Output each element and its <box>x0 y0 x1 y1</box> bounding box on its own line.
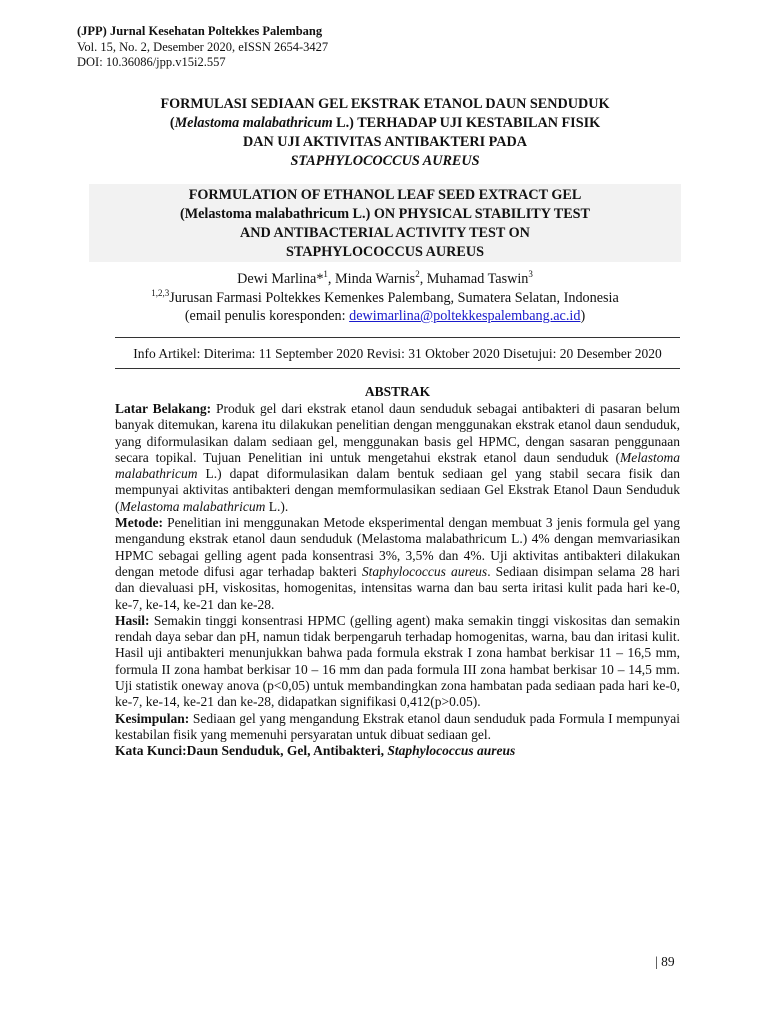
divider-top <box>115 337 680 338</box>
divider-bottom <box>115 368 680 369</box>
journal-volume: Vol. 15, No. 2, Desember 2020, eISSN 2654-3427 <box>77 39 329 54</box>
article-info: Info Artikel: Diterima: 11 September 2020 Revisi: 31 Oktober 2020 Disetujui: 20 Desember 2020 <box>133 346 662 361</box>
title-id-species: Melastoma malabathricum <box>174 115 333 131</box>
title-indonesian <box>90 95 680 171</box>
title-en-line-4: STAPHYLOCOCCUS AUREUS <box>286 244 484 260</box>
author-names: Dewi Marlina*$^1$, Minda Warnis$^2$, Muhamad Taswin$^3$ <box>237 269 533 287</box>
abstract-body <box>115 401 680 760</box>
title-id-line-2: (Melastoma malabathricum L.) TERHADAP UJI KESTABILAN FISIK <box>169 115 601 131</box>
journal-doi: DOI: 10.36086/jpp.v15i2.557 <box>77 55 226 69</box>
abstract-heading: ABSTRAK <box>364 384 431 399</box>
title-en-line-1: FORMULATION OF ETHANOL LEAF SEED EXTRACT GEL <box>188 187 582 203</box>
page-number: | 89 <box>655 954 675 969</box>
title-english <box>89 184 681 262</box>
journal-header <box>77 24 328 71</box>
abstract-conclusion: Kesimpulan: Sediaan gel yang mengandung Ekstrak etanol daun senduduk pada Formula I mempunyai kestabilan fisik yang memenuhi persyaratan untuk dibuat sediaan gel. <box>115 710 680 742</box>
title-id-line-4: STAPHYLOCOCCUS AUREUS <box>290 153 480 169</box>
title-en-line-3: AND ANTIBACTERIAL ACTIVITY TEST ON <box>240 225 530 241</box>
title-id-line-1: FORMULASI SEDIAAN GEL EKSTRAK ETANOL DAUN SENDUDUK <box>160 96 610 112</box>
title-en-line-2: (Melastoma malabathricum L.) ON PHYSICAL STABILITY TEST <box>179 206 591 222</box>
title-id-line-3: DAN UJI AKTIVITAS ANTIBAKTERI PADA <box>242 134 528 150</box>
abstract-keywords: Kata Kunci:Daun Senduduk, Gel, Antibakteri, Staphylococcus aureus <box>115 743 516 759</box>
abstract-background: Latar Belakang: Produk gel dari ekstrak etanol daun senduduk sebagai antibakteri di pasaran belum banyak ditemukan, karena itu dilakukan penelitian dengan menggunakan ekstrak etanol daun senduduk, yang diformulasikan dalam sediaan gel, menggunakan basis gel HPMC, dengan sasaran penggunaan secara topikal. Tujuan Penelitian ini untuk mengetahui ekstrak etanol daun senduduk (Melastoma malabathricum L.) dapat diformulasikan dalam bentuk sediaan gel yang stabil secara fisik dan mempunyai aktivitas antibakteri dengan memformulasikan sediaan Gel Ekstrak Etanol Daun Senduduk (Melastoma malabathricum L.). <box>115 401 680 514</box>
abstract-result: Hasil: Semakin tinggi konsentrasi HPMC (gelling agent) maka semakin tinggi viskositas dan semakin rendah daya sebar dan pH, namun tidak berpengaruh terhadap homogenitas, warna, bau dan iritasi kulit. Hasil uji antibakteri menunjukkan bahwa pada formula ekstrak I zona hambat berkisar 11 – 16,5 mm, formula II zona hambat berkisar 10 – 16 mm dan pada formula III zona hambat berkisar 10 – 14,5 mm. Uji statistik oneway anova (p<0,05) untuk membandingkan zona hambatan pada sediaan pada hari ke-0, ke-7, ke-14, ke-21 dan ke-28, didapatkan signifikasi 0,412(p>0.05). <box>115 612 680 710</box>
abstract-method: Metode: Penelitian ini menggunakan Metode eksperimental dengan membuat 3 jenis formula gel yang mengandung ekstrak etanol daun senduduk (Melastoma malabathricum L.) 4% dengan memvariasikan HPMC sebagai gelling agent pada konsentrasi 3%, 3,5% dan 4%. Uji aktivitas antibakteri dilakukan dengan metode difusi agar terhadap bakteri Staphylococcus aureus. Sediaan disimpan selama 28 hari dan dievaluasi pH, viskositas, homogenitas, intensitas warna dan bau serta iritasi kulit pada hari ke-0, ke-7, ke-14, ke-21 dan ke-28. <box>115 515 680 612</box>
email-link[interactable]: dewimarlina@poltekkespalembang.ac.id <box>349 308 581 324</box>
author-block <box>90 270 680 326</box>
author-affiliation: $^{1,2,3}$Jurusan Farmasi Poltekkes Kemenkes Palembang, Sumatera Selatan, Indonesia <box>151 287 619 306</box>
author-email-line: (email penulis koresponden: dewimarlina@poltekkespalembang.ac.id) <box>184 308 586 324</box>
journal-name: (JPP) Jurnal Kesehatan Poltekkes Palembang <box>77 24 323 38</box>
